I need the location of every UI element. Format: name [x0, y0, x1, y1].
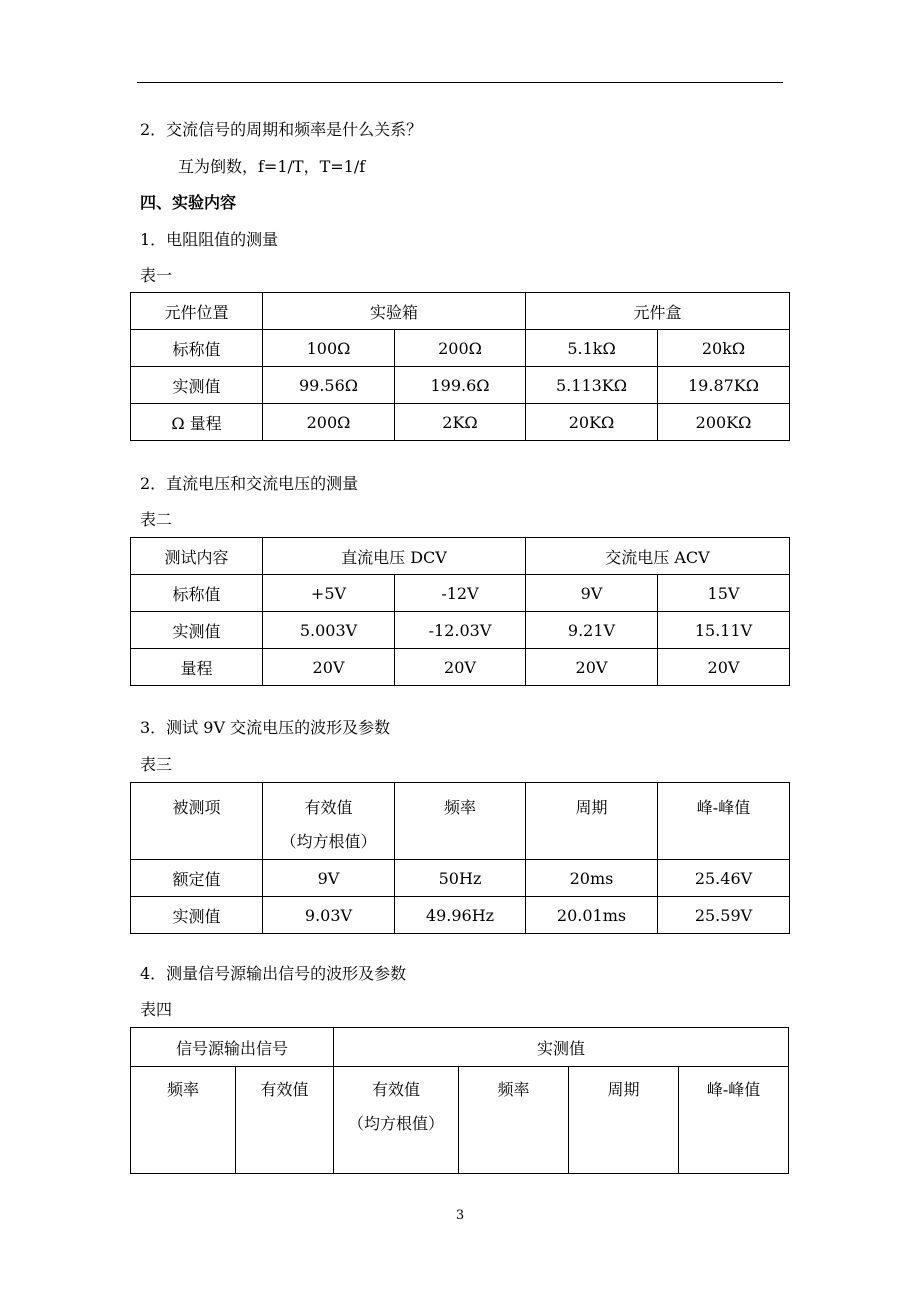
table-cell: 周期	[526, 783, 658, 860]
table-cell: 额定值	[131, 860, 263, 897]
table-cell: 实测值	[131, 612, 263, 649]
section-heading: 四、实验内容	[140, 193, 237, 212]
table-row	[131, 1028, 789, 1067]
table-2	[130, 537, 790, 686]
table-cell: -12V	[395, 575, 526, 612]
table-cell	[263, 783, 395, 860]
table-row	[131, 860, 790, 897]
table-cell-line: 有效值	[372, 1080, 421, 1099]
table-cell: 实测值	[131, 367, 263, 404]
table-cell: 19.87KΩ	[658, 367, 790, 404]
table-row	[131, 330, 790, 367]
table-cell: 20V	[263, 649, 395, 686]
table-row	[131, 575, 790, 612]
table-cell: 15.11V	[658, 612, 790, 649]
table-cell: 峰-峰值	[658, 783, 790, 860]
question-2: 2．交流信号的周期和频率是什么关系？	[140, 120, 423, 139]
table-cell: 频率	[395, 783, 526, 860]
table-cell-line: （均方根值）	[280, 832, 377, 851]
table-cell: 20V	[526, 649, 658, 686]
table-row	[131, 367, 790, 404]
table-cell: -12.03V	[395, 612, 526, 649]
table-cell: 元件位置	[131, 293, 263, 330]
table-cell: 200Ω	[263, 404, 395, 441]
table-cell: 实验箱	[263, 293, 526, 330]
table-cell: 199.6Ω	[395, 367, 526, 404]
table-cell: 标称值	[131, 330, 263, 367]
item-1-heading: 1．电阻阻值的测量	[140, 230, 279, 249]
table-3	[130, 782, 790, 934]
table-cell: 实测值	[334, 1028, 789, 1067]
table-cell: 直流电压 DCV	[263, 538, 526, 575]
table-cell: 被测项	[131, 783, 263, 860]
table-cell: 15V	[658, 575, 790, 612]
table-cell: 实测值	[131, 897, 263, 934]
table-cell: 20.01ms	[526, 897, 658, 934]
table-cell: 标称值	[131, 575, 263, 612]
table-cell: 9V	[263, 860, 395, 897]
table-cell: 50Hz	[395, 860, 526, 897]
table-row	[131, 538, 790, 575]
item-4-heading: 4．测量信号源输出信号的波形及参数	[140, 964, 407, 983]
table-cell: 元件盒	[526, 293, 790, 330]
table-row	[131, 783, 790, 860]
table-cell: 测试内容	[131, 538, 263, 575]
table-cell: 99.56Ω	[263, 367, 395, 404]
table-row	[131, 649, 790, 686]
table-cell: +5V	[263, 575, 395, 612]
table-cell: 信号源输出信号	[131, 1028, 334, 1067]
table-cell-line: （均方根值）	[348, 1114, 445, 1133]
table-cell: 100Ω	[263, 330, 395, 367]
table-cell: 2KΩ	[395, 404, 526, 441]
table-cell: 有效值	[236, 1067, 334, 1174]
table-cell: 25.59V	[658, 897, 790, 934]
table-row	[131, 897, 790, 934]
table-cell: 200KΩ	[658, 404, 790, 441]
table-cell: 9.21V	[526, 612, 658, 649]
table-cell: 20V	[395, 649, 526, 686]
answer-2: 互为倒数，f=1/T，T=1/f	[178, 157, 366, 176]
table-cell: 交流电压 ACV	[526, 538, 790, 575]
table-cell: 9.03V	[263, 897, 395, 934]
table-row	[131, 1067, 789, 1174]
table-cell: 20ms	[526, 860, 658, 897]
item-2-heading: 2．直流电压和交流电压的测量	[140, 474, 359, 493]
table-cell: 峰-峰值	[679, 1067, 789, 1174]
table-cell	[334, 1067, 459, 1174]
table-cell: 25.46V	[658, 860, 790, 897]
table-cell: 频率	[459, 1067, 569, 1174]
table-cell: 5.003V	[263, 612, 395, 649]
table-2-caption: 表二	[140, 510, 173, 529]
table-cell: 5.1kΩ	[526, 330, 658, 367]
table-cell: 49.96Hz	[395, 897, 526, 934]
table-1-caption: 表一	[140, 266, 173, 285]
table-3-caption: 表三	[140, 755, 173, 774]
table-cell: Ω 量程	[131, 404, 263, 441]
table-row	[131, 612, 790, 649]
table-cell: 量程	[131, 649, 263, 686]
table-row	[131, 293, 790, 330]
header-rule	[137, 82, 783, 83]
page-number: 3	[455, 1208, 465, 1223]
table-cell: 20V	[658, 649, 790, 686]
table-cell: 5.113KΩ	[526, 367, 658, 404]
table-cell: 频率	[131, 1067, 236, 1174]
item-3-heading: 3．测试 9V 交流电压的波形及参数	[140, 718, 391, 737]
table-row	[131, 404, 790, 441]
table-4	[130, 1027, 789, 1174]
table-cell-line: 有效值	[304, 798, 353, 817]
table-cell: 200Ω	[395, 330, 526, 367]
table-cell: 周期	[569, 1067, 679, 1174]
table-4-caption: 表四	[140, 1000, 173, 1019]
table-cell: 20KΩ	[526, 404, 658, 441]
table-cell: 9V	[526, 575, 658, 612]
table-1	[130, 292, 790, 441]
table-cell: 20kΩ	[658, 330, 790, 367]
